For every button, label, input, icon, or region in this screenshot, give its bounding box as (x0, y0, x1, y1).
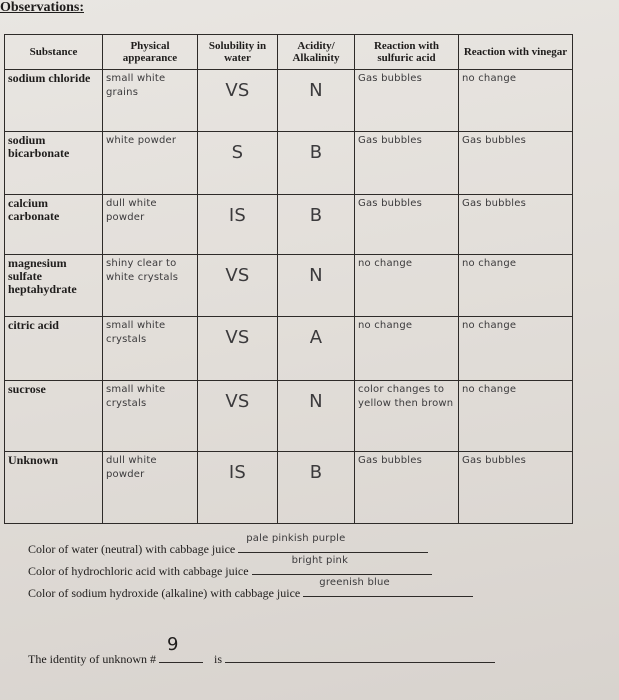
unknown-identity-answer-line[interactable] (225, 650, 495, 663)
observations-table (4, 34, 573, 524)
appearance-cell: shiny clear to white crystals (103, 254, 198, 316)
acidity-cell: A (278, 317, 355, 381)
substance-name: Unknown (5, 451, 103, 523)
table-row (5, 194, 573, 254)
sulfuric-acid-cell: Gas bubbles (355, 70, 459, 132)
table-row (5, 132, 573, 194)
substance-name: citric acid (5, 317, 103, 381)
acidity-cell: B (278, 451, 355, 523)
appearance-cell: small white crystals (103, 381, 198, 451)
vinegar-cell: Gas bubbles (459, 132, 573, 194)
appearance-cell: dull white powder (103, 451, 198, 523)
sulfuric-acid-cell: Gas bubbles (355, 194, 459, 254)
substance-name: sodium chloride (5, 70, 103, 132)
water-color-entry (28, 533, 428, 557)
unknown-number-line[interactable] (159, 634, 203, 663)
unknown-number: 9 (166, 634, 179, 655)
header-vinegar: Reaction with vinegar (459, 35, 573, 70)
solubility-cell: S (198, 132, 278, 194)
acidity-cell: N (278, 254, 355, 316)
unknown-identity-label: The identity of unknown # (28, 652, 156, 666)
header-acidity: Acidity/ Alkalinity (278, 35, 355, 70)
sulfuric-acid-cell: Gas bubbles (355, 451, 459, 523)
solubility-cell: IS (198, 194, 278, 254)
sulfuric-acid-cell: color changes to yellow then brown (355, 381, 459, 451)
header-sulfuric-acid: Reaction with sulfuric acid (355, 35, 459, 70)
vinegar-cell: Gas bubbles (459, 451, 573, 523)
naoh-color-answer-line[interactable] (303, 577, 473, 597)
header-substance: Substance (5, 35, 103, 70)
vinegar-cell: no change (459, 317, 573, 381)
vinegar-cell: no change (459, 254, 573, 316)
unknown-identity-entry (28, 634, 495, 667)
sulfuric-acid-cell: Gas bubbles (355, 132, 459, 194)
table-row (5, 70, 573, 132)
hcl-color-answer-line[interactable] (252, 555, 432, 575)
naoh-color-label: Color of sodium hydroxide (alkaline) with cabbage juice (28, 586, 301, 600)
solubility-cell: VS (198, 381, 278, 451)
water-color-answer: pale pinkish purple (246, 533, 346, 544)
water-color-label: Color of water (neutral) with cabbage juice (28, 542, 236, 556)
naoh-color-answer: greenish blue (319, 577, 390, 588)
appearance-cell: small white crystals (103, 317, 198, 381)
solubility-cell: VS (198, 70, 278, 132)
hcl-color-answer: bright pink (291, 555, 349, 566)
substance-name: sodium bicarbonate (5, 132, 103, 194)
acidity-cell: N (278, 70, 355, 132)
table-row (5, 381, 573, 451)
acidity-cell: N (278, 381, 355, 451)
appearance-cell: dull white powder (103, 194, 198, 254)
water-color-answer-line[interactable] (238, 533, 428, 553)
sulfuric-acid-cell: no change (355, 317, 459, 381)
solubility-cell: VS (198, 254, 278, 316)
appearance-cell: white powder (103, 132, 198, 194)
appearance-cell: small white grains (103, 70, 198, 132)
substance-name: calcium carbonate (5, 194, 103, 254)
table-row (5, 254, 573, 316)
solubility-cell: IS (198, 451, 278, 523)
acidity-cell: B (278, 132, 355, 194)
substance-name: sucrose (5, 381, 103, 451)
vinegar-cell: Gas bubbles (459, 194, 573, 254)
observations-heading: Observations: (0, 0, 84, 15)
header-physical-appearance: Physical appearance (103, 35, 198, 70)
solubility-cell: VS (198, 317, 278, 381)
table-row (5, 317, 573, 381)
acidity-cell: B (278, 194, 355, 254)
header-solubility: Solubility in water (198, 35, 278, 70)
hcl-color-label: Color of hydrochloric acid with cabbage juice (28, 564, 249, 578)
vinegar-cell: no change (459, 70, 573, 132)
sulfuric-acid-cell: no change (355, 254, 459, 316)
substance-name: magnesium sulfate heptahydrate (5, 254, 103, 316)
vinegar-cell: no change (459, 381, 573, 451)
unknown-is-label: is (213, 652, 222, 666)
table-row (5, 451, 573, 523)
naoh-color-entry (28, 577, 473, 601)
table-header-row (5, 35, 573, 70)
